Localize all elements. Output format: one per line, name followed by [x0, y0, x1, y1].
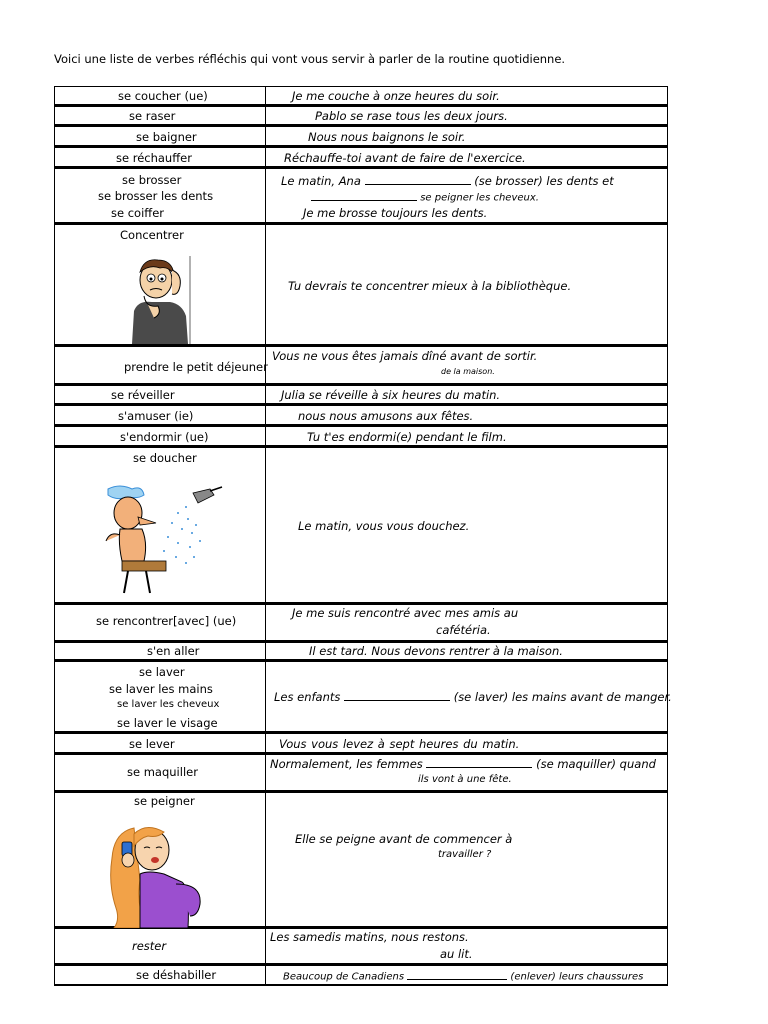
table-row: [54, 754, 668, 792]
sentence-cell: Vous ne vous êtes jamais dîné avant de sortir.: [272, 349, 538, 363]
sentence-cell: de la maison.: [441, 367, 495, 376]
table-row: [54, 642, 668, 661]
verb-cell: se réveiller: [111, 388, 175, 402]
verb-cell: Concentrer: [120, 228, 184, 242]
verb-cell: se coiffer: [111, 206, 165, 220]
verb-cell: s'endormir (ue): [120, 430, 209, 444]
table-row: [54, 733, 668, 754]
sentence-cell: Elle se peigne avant de commencer à: [295, 832, 513, 846]
table-row: [54, 965, 668, 986]
shower-man-illustration: [98, 483, 223, 599]
table-row: [54, 147, 668, 168]
verb-cell: se peigner: [134, 794, 195, 808]
verb-cell: se maquiller: [127, 765, 198, 779]
sentence-cell: se peigner les cheveux.: [311, 190, 539, 204]
sentence-cell: Je me suis rencontré avec mes amis au: [292, 606, 519, 620]
blank-line: [365, 173, 471, 185]
table-row: [54, 405, 668, 426]
sentence-cell: Vous vous levez à sept heures du matin.: [279, 737, 520, 751]
verb-cell: s'en aller: [147, 644, 200, 658]
table-row: [54, 792, 668, 928]
sentence-cell: travailler ?: [438, 849, 492, 860]
table-row: [54, 346, 668, 385]
table-row: [54, 604, 668, 642]
table-row: [54, 224, 668, 346]
sentence-cell: nous nous amusons aux fêtes.: [298, 409, 474, 423]
sentence-cell: Tu devrais te concentrer mieux à la bibliothèque.: [288, 279, 572, 293]
sentence-cell: Je me brosse toujours les dents.: [303, 206, 488, 220]
verb-cell: se brosser: [122, 173, 182, 187]
verb-cell: rester: [132, 939, 167, 953]
verb-cell: se laver les cheveux: [117, 699, 220, 710]
verb-cell: se réchauffer: [116, 151, 192, 165]
sentence-cell: Nous nous baignons le soir.: [308, 130, 466, 144]
verb-cell: se rencontrer[avec] (ue): [96, 614, 237, 628]
blank-line: [407, 969, 507, 980]
intro-text: Voici une liste de verbes réfléchis qui vont vous servir à parler de la routine quotidienne.: [54, 52, 566, 66]
sentence-cell: Tu t'es endormi(e) pendant le film.: [307, 430, 507, 444]
verb-cell: se laver le visage: [117, 716, 218, 730]
table-row: [54, 447, 668, 604]
table-row: [54, 86, 668, 106]
confused-man-illustration: [124, 256, 194, 344]
table-row: [54, 126, 668, 147]
sentence-cell: Réchauffe-toi avant de faire de l'exercice.: [284, 151, 526, 165]
verb-cell: se lever: [129, 737, 175, 751]
sentence-cell: ils vont à une fête.: [418, 774, 512, 785]
table-row: [54, 426, 668, 447]
sentence-cell: Le matin, vous vous douchez.: [298, 519, 470, 533]
sentence-cell: Je me couche à onze heures du soir.: [292, 89, 500, 103]
table-row: [54, 661, 672, 733]
sentence-cell: Pablo se rase tous les deux jours.: [315, 109, 508, 123]
sentence-cell: au lit.: [440, 947, 473, 961]
girl-brushing-hair-illustration: [106, 824, 216, 928]
verb-cell: se laver: [139, 665, 185, 679]
sentence-cell: Les samedis matins, nous restons.: [270, 930, 469, 944]
verb-cell: se raser: [129, 109, 176, 123]
blank-line: [344, 689, 450, 701]
table-row: [54, 385, 668, 405]
verb-table: [54, 86, 672, 986]
verb-cell: se brosser les dents: [98, 189, 214, 203]
verb-cell: se baigner: [136, 130, 197, 144]
verb-cell: se déshabiller: [136, 968, 217, 982]
verb-cell: se laver les mains: [109, 682, 213, 696]
sentence-cell: Beaucoup de Canadiens (enlever) leurs chaussures: [283, 969, 643, 983]
blank-line: [426, 756, 532, 768]
sentence-cell: Le matin, Ana (se brosser) les dents et: [281, 173, 614, 188]
blank-line: [311, 190, 417, 201]
verb-cell: se doucher: [133, 451, 197, 465]
table-row: [54, 168, 668, 224]
table-row: [54, 106, 668, 126]
verb-cell: prendre le petit déjeuner: [124, 360, 268, 374]
sentence-cell: Normalement, les femmes (se maquiller) quand: [270, 756, 656, 771]
table-row: [54, 928, 668, 965]
sentence-cell: cafétéria.: [436, 623, 491, 637]
sentence-cell: Les enfants (se laver) les mains avant de manger.: [274, 689, 672, 704]
sentence-cell: Julia se réveille à six heures du matin.: [281, 388, 501, 402]
sentence-cell: Il est tard. Nous devons rentrer à la maison.: [309, 644, 563, 658]
verb-cell: se coucher (ue): [118, 89, 208, 103]
verb-cell: s'amuser (ie): [118, 409, 194, 423]
